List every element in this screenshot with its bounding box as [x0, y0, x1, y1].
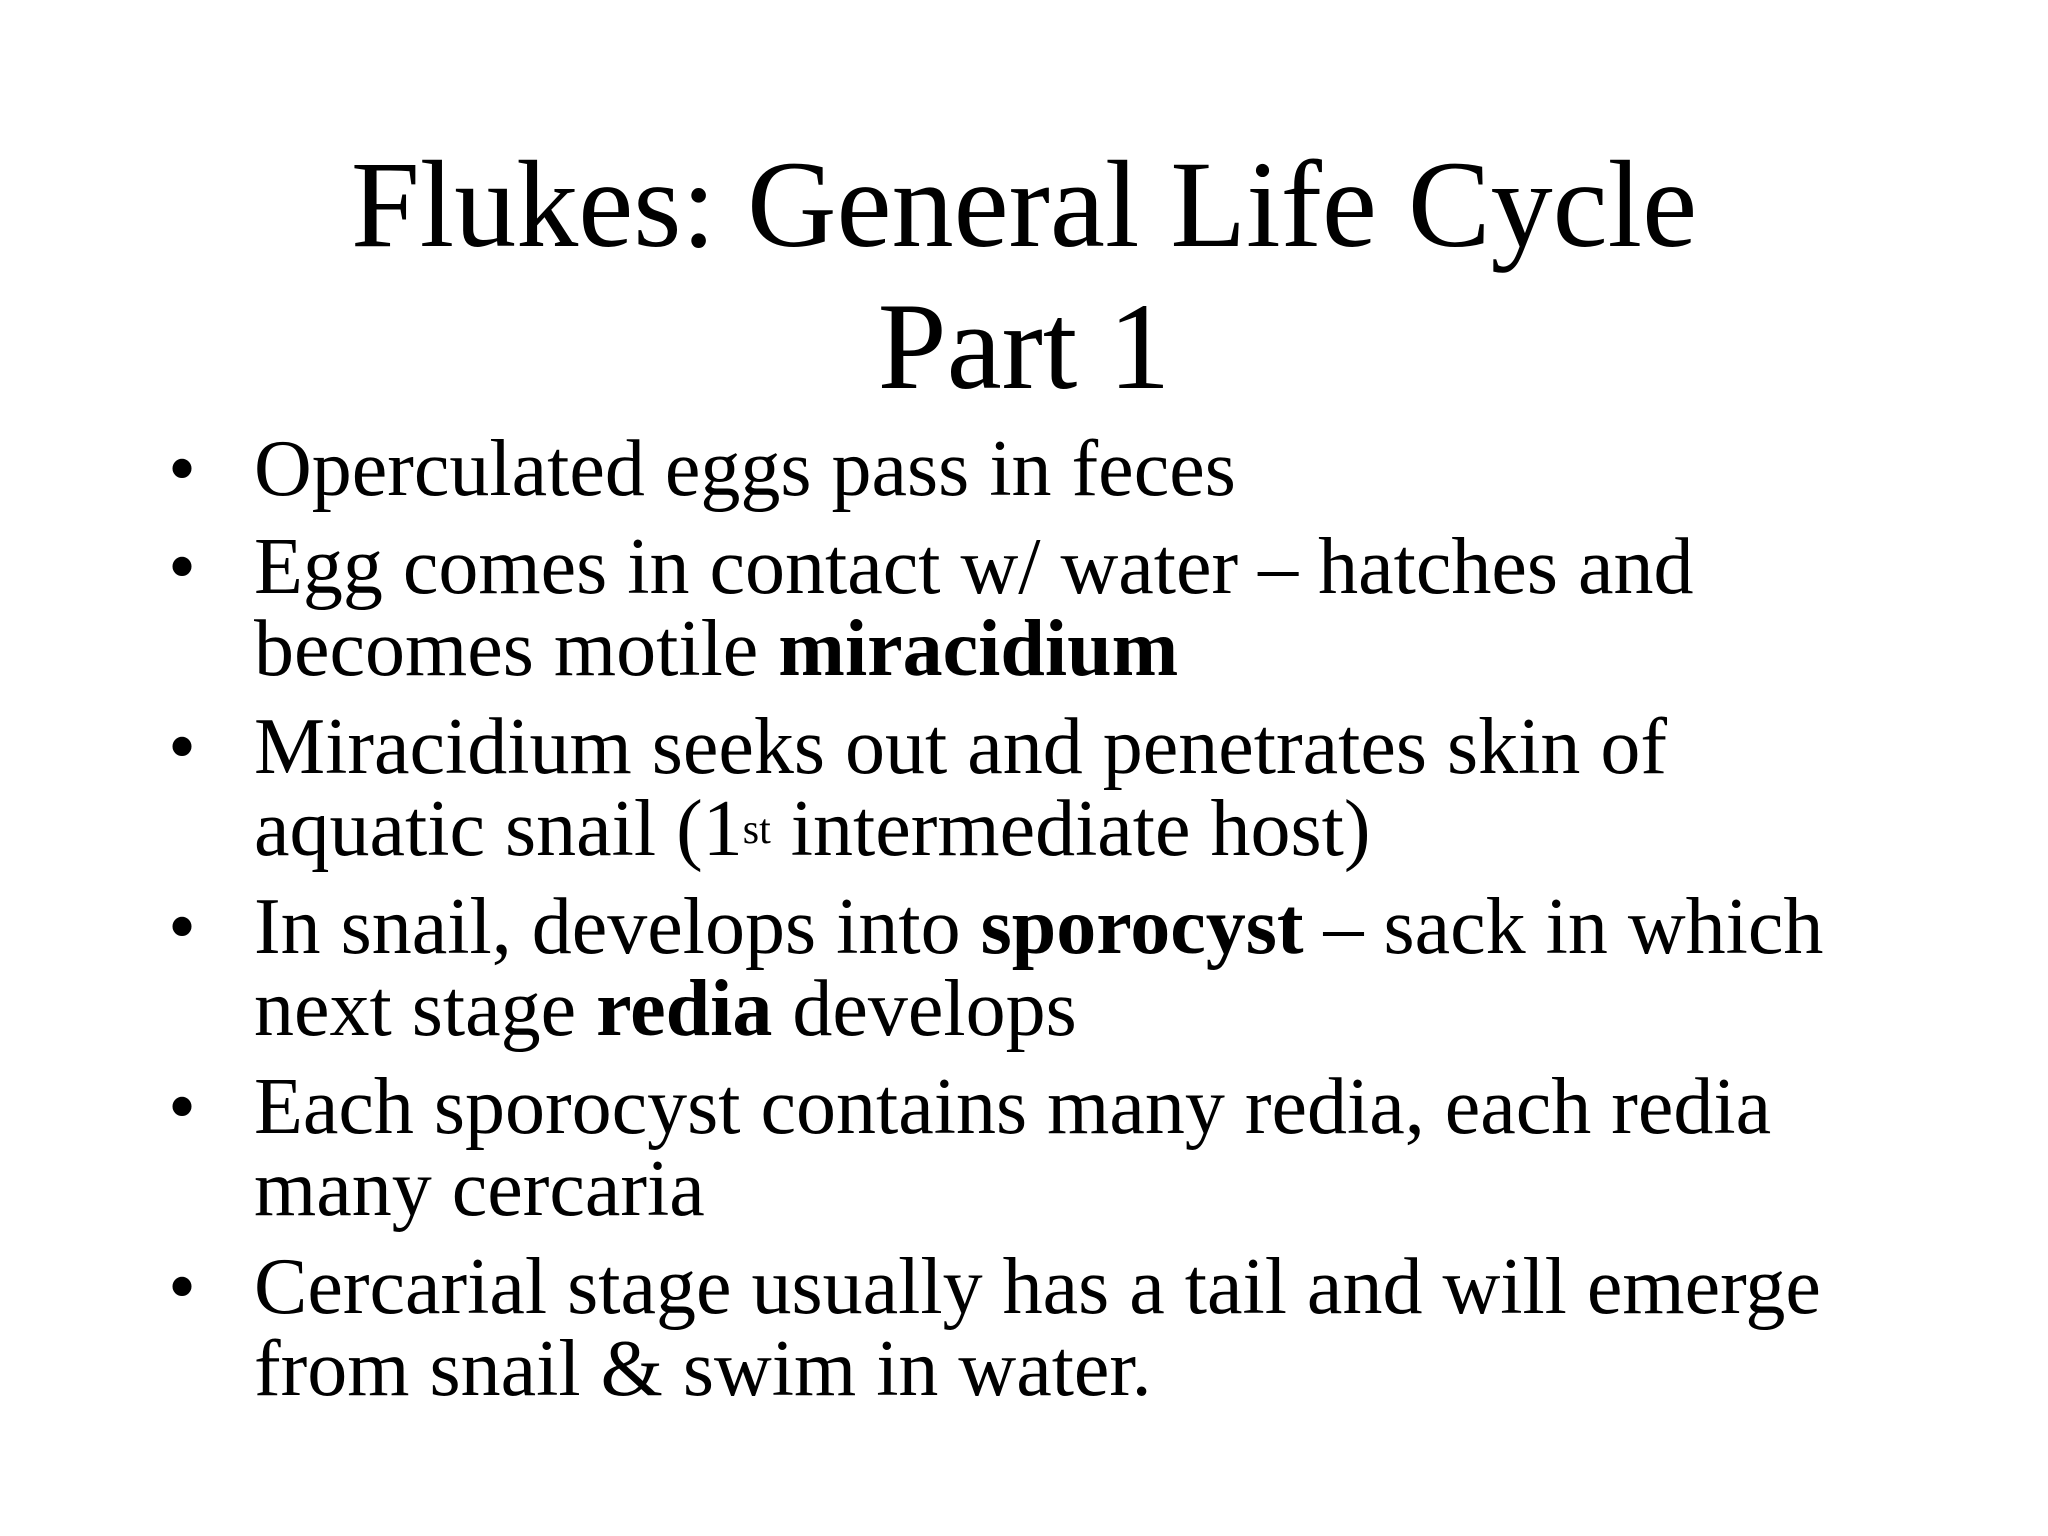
bullet-item-6	[168, 1243, 1908, 1413]
bullet-item-5	[168, 1063, 1908, 1233]
bullet-item-1	[168, 425, 1908, 513]
bold-term-redia: redia	[596, 965, 773, 1053]
bullet-dot: •	[168, 1243, 197, 1331]
bullet-text-end: develops	[772, 965, 1077, 1053]
title-line-2: Part 1	[877, 278, 1171, 415]
title-line-1: Flukes: General Life Cycle	[350, 136, 1698, 273]
bullet-dot: •	[168, 1063, 197, 1151]
bullet-list	[168, 425, 1908, 1426]
bold-term-miracidium: miracidium	[778, 605, 1179, 693]
bullet-text: Each sporocyst contains many redia, each redia many cercaria	[254, 1063, 1772, 1233]
bullet-item-4	[168, 883, 1908, 1053]
bullet-text: Miracidium seeks out and penetrates skin of aquatic snail (1	[254, 703, 1667, 873]
slide-title	[0, 134, 2048, 418]
bullet-text: Operculated eggs pass in feces	[254, 425, 1236, 513]
bold-term-sporocyst: sporocyst	[980, 883, 1304, 971]
bullet-text: Egg comes in contact w/ water – hatches and becomes motile	[254, 523, 1694, 693]
bullet-dot: •	[168, 523, 197, 611]
bullet-item-3	[168, 703, 1908, 873]
bullet-dot: •	[168, 425, 197, 513]
bullet-text: In snail, develops into	[254, 883, 981, 971]
bullet-item-2	[168, 523, 1908, 693]
bullet-text-continued: intermediate host)	[770, 785, 1371, 873]
bullet-text: Cercarial stage usually has a tail and will emerge from snail & swim in water.	[254, 1243, 1821, 1413]
ordinal-superscript: st	[742, 807, 771, 853]
bullet-dot: •	[168, 883, 197, 971]
bullet-dot: •	[168, 703, 197, 791]
bullet-text-middle: – sack in which next stage	[254, 883, 1824, 1053]
